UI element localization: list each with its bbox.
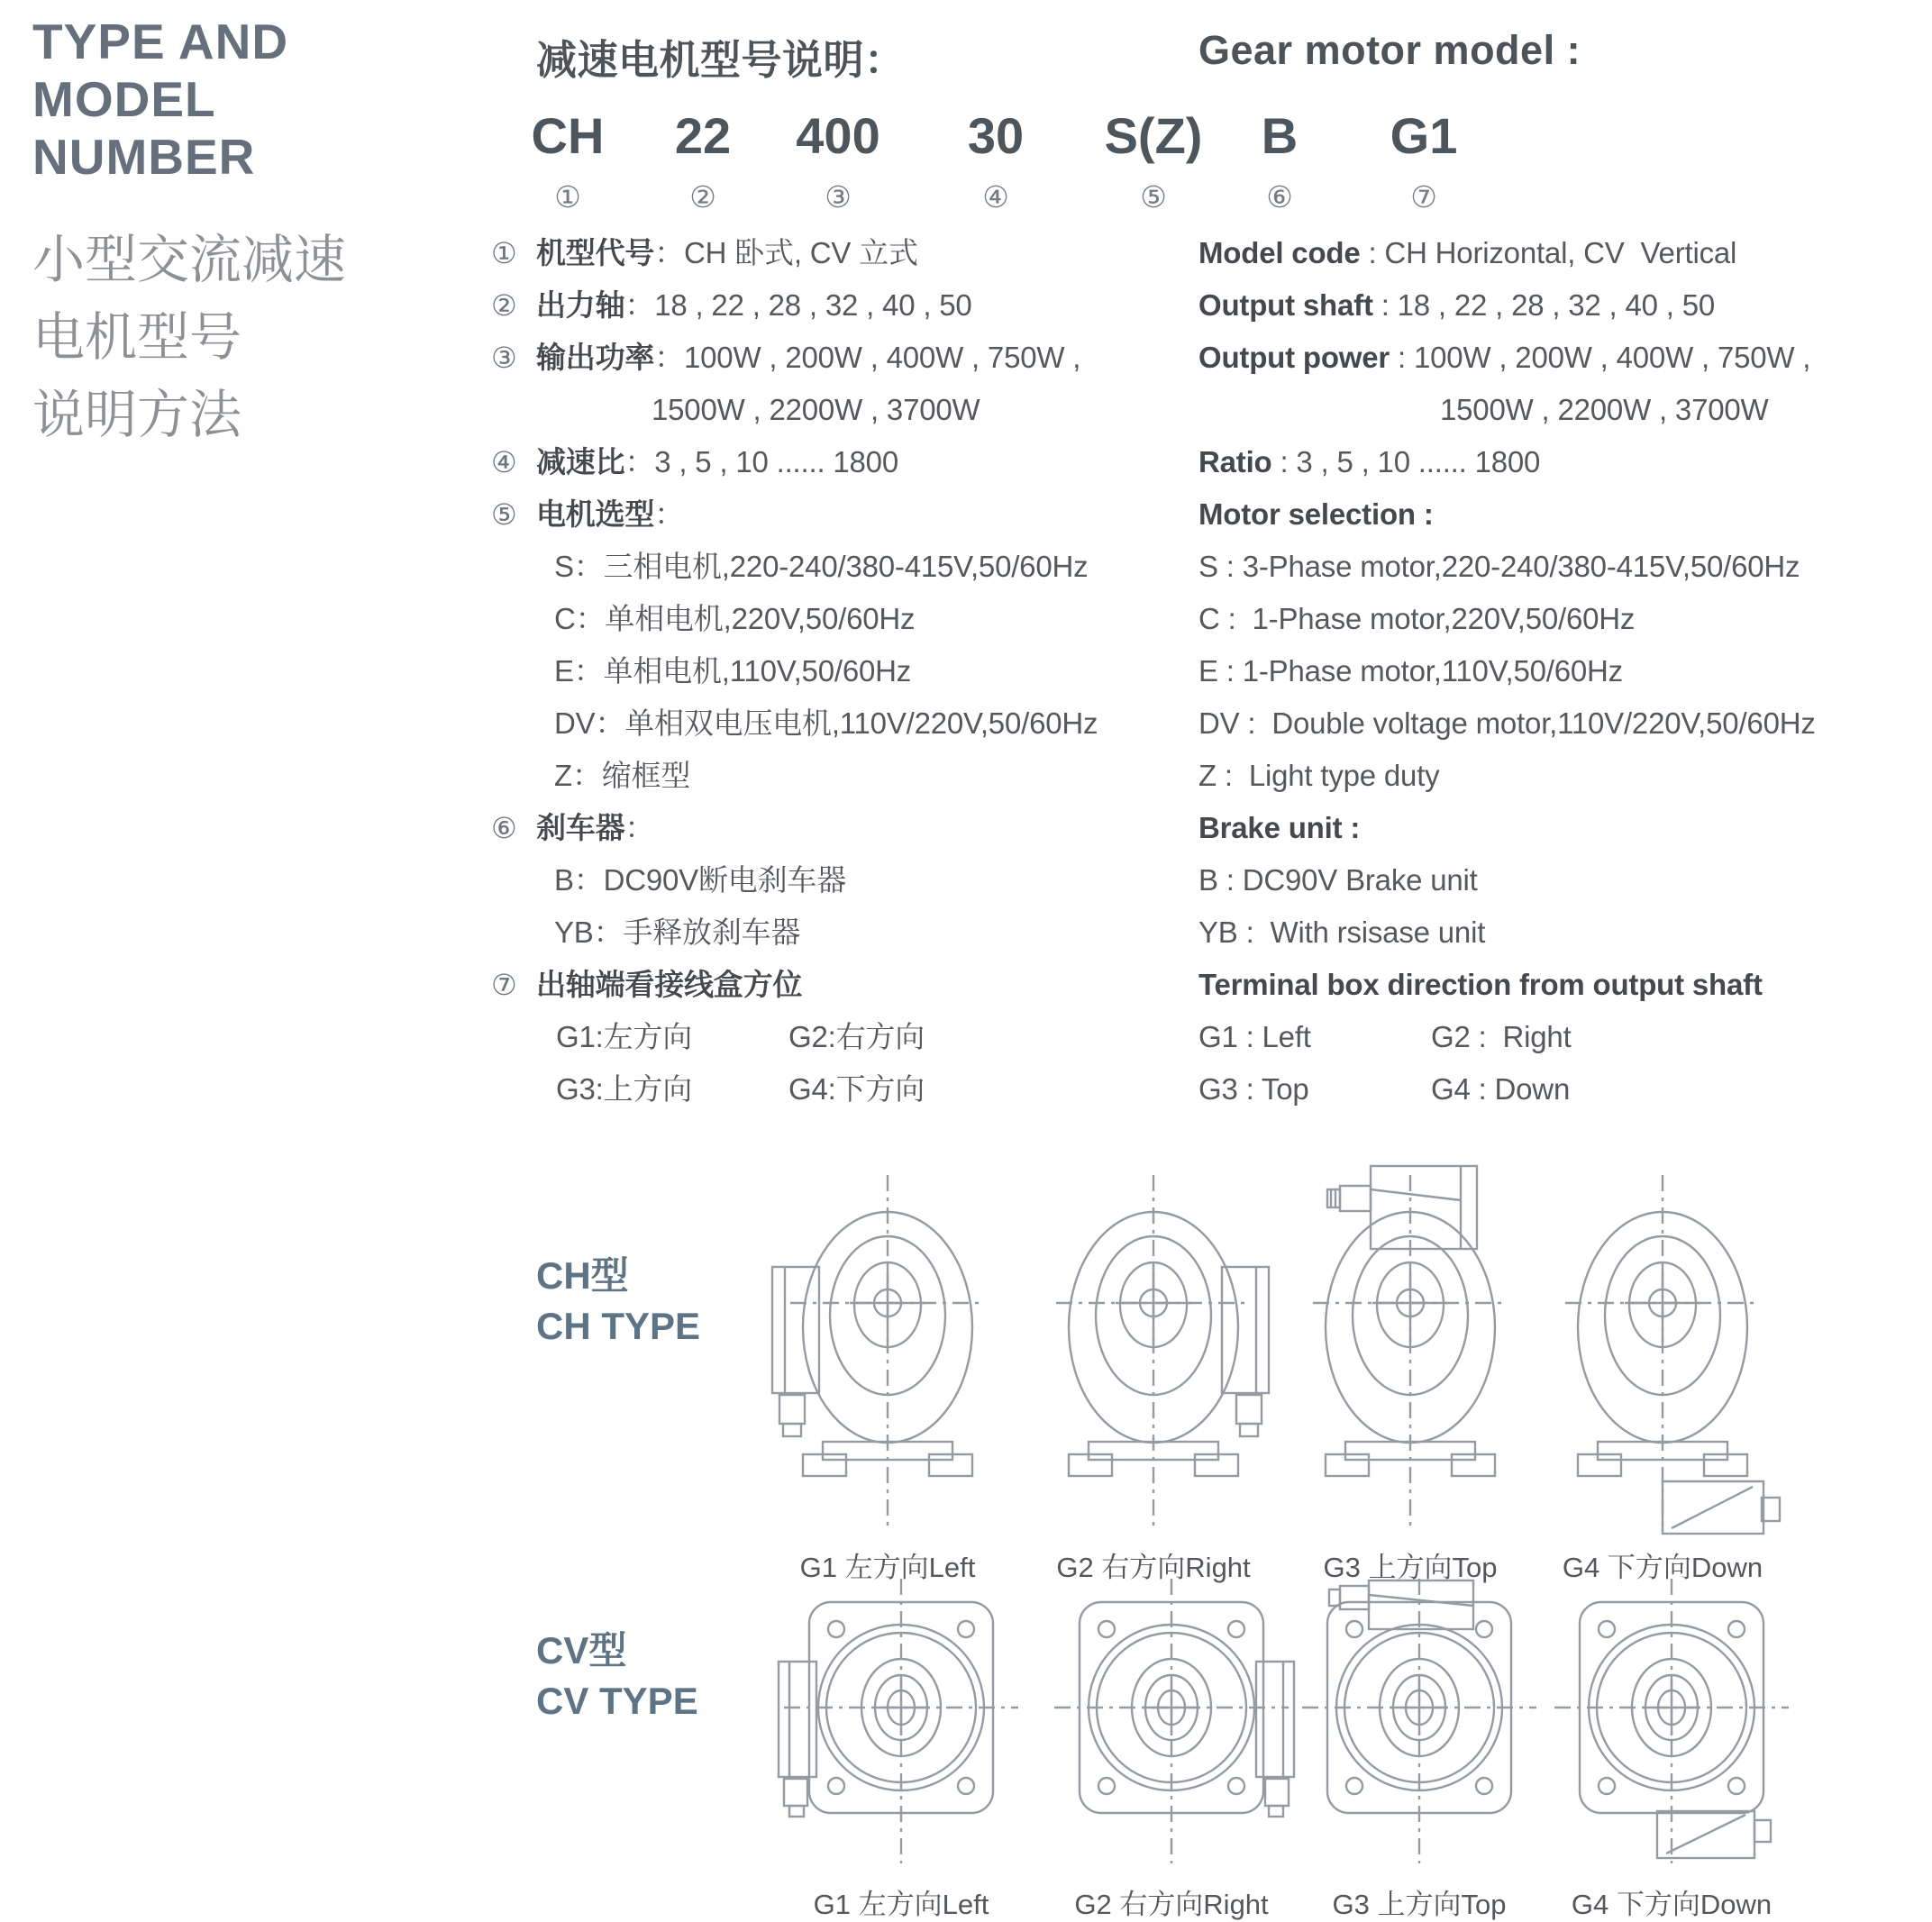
direction-value: G1:左方向 xyxy=(556,1020,692,1053)
list-line xyxy=(491,445,1176,479)
list-line xyxy=(1198,288,1919,323)
page-title-line: MODEL xyxy=(32,71,216,127)
item-value: ：3 , 5 , 10 ...... 1800 xyxy=(624,445,898,478)
item-label: 电机选型 xyxy=(536,497,655,531)
model-code-segment xyxy=(1086,106,1221,214)
circled-number-icon: ④ xyxy=(491,446,517,478)
circled-number-icon: ⑥ xyxy=(1266,180,1293,214)
left-panel xyxy=(32,13,501,454)
en-column xyxy=(1198,236,1919,1125)
item-value: E：单相电机,110V,50/60Hz xyxy=(554,654,912,688)
model-code-segment xyxy=(500,106,635,214)
item-value: DV：单相双电压电机,110V/220V,50/60Hz xyxy=(554,706,1098,740)
page-subtitle-line: 说明方法 xyxy=(32,386,242,444)
item-label: Output power xyxy=(1198,341,1390,374)
diagram-caption: G1 左方向Left xyxy=(813,1889,989,1920)
list-line xyxy=(1198,863,1919,897)
item-label: Output shaft xyxy=(1198,288,1373,322)
code-value: 22 xyxy=(674,107,732,164)
item-value: Z : Light type duty xyxy=(1198,759,1440,792)
item-value: C : 1-Phase motor,220V,50/60Hz xyxy=(1198,602,1636,635)
ch-diagram-g4 xyxy=(1536,1152,1789,1585)
page-subtitle xyxy=(32,222,501,454)
list-line xyxy=(491,236,1176,270)
item-value: ： xyxy=(654,497,685,531)
direction-line xyxy=(1198,1020,1919,1054)
en-section-heading: Gear motor model : xyxy=(1198,27,1581,73)
item-label: Motor selection : xyxy=(1198,497,1434,531)
circled-number-icon: ⑦ xyxy=(1410,180,1437,214)
diagram-caption: G3 上方向Top xyxy=(1332,1889,1507,1920)
model-code-row xyxy=(491,106,1554,232)
direction-value: G3:上方向 xyxy=(556,1072,692,1106)
item-label: 出力轴 xyxy=(536,288,625,322)
list-line xyxy=(491,706,1176,741)
ch-motor-right-box-drawing xyxy=(1027,1152,1280,1539)
cv-motor-right-box-drawing xyxy=(1045,1579,1298,1876)
list-line xyxy=(1198,759,1919,793)
list-line xyxy=(491,968,1176,1002)
diagram-caption: G4 下方向Down xyxy=(1562,1552,1763,1583)
model-code-segment xyxy=(1356,106,1491,214)
item-value: ：CH 卧式, CV 立式 xyxy=(654,236,918,269)
item-value: : CH Horizontal, CV Vertical xyxy=(1360,236,1737,269)
item-value: 1500W , 2200W , 3700W xyxy=(1440,393,1769,426)
circled-number-icon: ③ xyxy=(491,342,517,374)
item-value: YB : With rsisase unit xyxy=(1198,915,1486,949)
direction-line xyxy=(491,1020,1176,1054)
code-value: S(Z) xyxy=(1104,107,1203,164)
model-code-segment xyxy=(635,106,770,214)
circled-number-icon: ⑤ xyxy=(491,498,517,531)
page-subtitle-line: 小型交流减速 xyxy=(32,231,347,289)
item-value: : 100W , 200W , 400W , 750W , xyxy=(1390,341,1811,374)
item-value: ：18 , 22 , 28 , 32 , 40 , 50 xyxy=(624,288,972,322)
ch-type-row xyxy=(0,1152,1932,1583)
cn-section-heading: 减速电机型号说明： xyxy=(536,37,906,83)
page-title xyxy=(32,13,501,186)
ch-type-label-en: CH TYPE xyxy=(536,1305,701,1347)
item-value: Z：缩框型 xyxy=(554,759,691,792)
cv-diagram-g1 xyxy=(775,1579,1027,1922)
list-line xyxy=(491,550,1176,584)
list-line xyxy=(491,863,1176,897)
cv-diagram-g2 xyxy=(1045,1579,1298,1922)
list-line xyxy=(1198,341,1919,375)
code-value: CH xyxy=(531,107,605,164)
circled-number-icon: ② xyxy=(689,180,716,214)
code-value: G1 xyxy=(1390,107,1458,164)
page-title-line: TYPE AND xyxy=(32,14,289,69)
diagram-caption: G2 右方向Right xyxy=(1056,1552,1251,1583)
cv-type-label-en: CV TYPE xyxy=(536,1680,698,1722)
item-value: E : 1-Phase motor,110V,50/60Hz xyxy=(1198,654,1623,688)
page-subtitle-line: 电机型号 xyxy=(32,308,242,367)
cv-diagram-g3 xyxy=(1293,1579,1545,1922)
cv-type-row xyxy=(0,1579,1932,1920)
item-value: ： xyxy=(624,811,655,844)
item-value: S：三相电机,220-240/380-415V,50/60Hz xyxy=(554,550,1089,583)
cv-type-label-cn: CV型 xyxy=(536,1629,627,1672)
circled-number-icon: ⑤ xyxy=(1140,180,1167,214)
list-line xyxy=(491,497,1176,532)
list-line xyxy=(491,759,1176,793)
page-title-line: NUMBER xyxy=(32,129,256,185)
direction-value: G4:下方向 xyxy=(788,1072,925,1106)
list-line xyxy=(1198,236,1919,270)
list-line xyxy=(491,288,1176,323)
direction-value: G2:右方向 xyxy=(788,1020,925,1053)
list-line xyxy=(1198,654,1919,688)
item-label: Brake unit : xyxy=(1198,811,1361,844)
item-label: 输出功率 xyxy=(536,341,655,374)
item-value: ：100W , 200W , 400W , 750W , xyxy=(654,341,1081,374)
ch-motor-bottom-box-drawing xyxy=(1536,1152,1789,1539)
ch-type-label xyxy=(536,1251,700,1352)
item-value: : 18 , 22 , 28 , 32 , 40 , 50 xyxy=(1372,288,1716,322)
cv-motor-top-box-drawing xyxy=(1293,1579,1545,1876)
direction-value: G2 : Right xyxy=(1431,1020,1572,1053)
cv-motor-bottom-box-drawing xyxy=(1545,1579,1798,1876)
list-line xyxy=(1198,811,1919,845)
ch-diagram-g3 xyxy=(1284,1152,1536,1585)
item-label: Ratio xyxy=(1198,445,1272,478)
ch-diagram-g1 xyxy=(761,1152,1014,1585)
direction-line xyxy=(491,1072,1176,1107)
list-line xyxy=(491,915,1176,950)
diagram-caption: G4 下方向Down xyxy=(1571,1889,1773,1920)
model-code-segment xyxy=(770,106,906,214)
list-line xyxy=(491,393,1176,427)
item-label: 机型代号 xyxy=(536,236,655,269)
item-value: B : DC90V Brake unit xyxy=(1198,863,1478,897)
direction-line xyxy=(1198,1072,1919,1107)
diagram-caption: G3 上方向Top xyxy=(1323,1552,1498,1583)
item-value: DV : Double voltage motor,110V/220V,50/60Hz xyxy=(1198,706,1816,740)
circled-number-icon: ⑦ xyxy=(491,969,517,1001)
code-value: B xyxy=(1261,107,1299,164)
diagram-caption: G2 右方向Right xyxy=(1074,1889,1269,1920)
list-line xyxy=(491,811,1176,845)
ch-type-label-cn: CH型 xyxy=(536,1254,629,1297)
model-code-segment xyxy=(1212,106,1347,214)
list-line xyxy=(1198,915,1919,950)
item-label: 刹车器 xyxy=(536,811,625,844)
cn-column xyxy=(491,236,1176,1125)
item-value: : 3 , 5 , 10 ...... 1800 xyxy=(1271,445,1541,478)
cv-motor-left-box-drawing xyxy=(775,1579,1027,1876)
circled-number-icon: ① xyxy=(554,180,581,214)
ch-diagram-g2 xyxy=(1027,1152,1280,1585)
item-value: C：单相电机,220V,50/60Hz xyxy=(554,602,916,635)
item-value: S : 3-Phase motor,220-240/380-415V,50/60Hz xyxy=(1198,550,1800,583)
list-line xyxy=(1198,497,1919,532)
item-label: Terminal box direction from output shaft xyxy=(1198,968,1763,1001)
circled-number-icon: ② xyxy=(491,289,517,322)
ch-motor-top-box-drawing xyxy=(1284,1152,1536,1539)
model-code-segment xyxy=(928,106,1063,214)
cv-diagram-g4 xyxy=(1545,1579,1798,1922)
circled-number-icon: ⑥ xyxy=(491,812,517,844)
list-line xyxy=(491,654,1176,688)
item-label: Model code xyxy=(1198,236,1361,269)
list-line xyxy=(491,602,1176,636)
cv-type-label xyxy=(536,1626,698,1726)
code-value: 30 xyxy=(967,107,1025,164)
circled-number-icon: ① xyxy=(491,237,517,269)
item-value: YB：手释放刹车器 xyxy=(554,915,801,949)
item-label: 出轴端看接线盒方位 xyxy=(536,968,803,1001)
list-line xyxy=(1198,445,1919,479)
direction-value: G4 : Down xyxy=(1431,1072,1571,1106)
list-line xyxy=(1198,968,1919,1002)
direction-value: G3 : Top xyxy=(1198,1072,1309,1106)
list-line xyxy=(1198,706,1919,741)
direction-value: G1 : Left xyxy=(1198,1020,1311,1053)
code-value: 400 xyxy=(796,107,880,164)
circled-number-icon: ③ xyxy=(825,180,852,214)
item-value: 1500W , 2200W , 3700W xyxy=(652,393,980,426)
circled-number-icon: ④ xyxy=(982,180,1009,214)
list-line xyxy=(1198,602,1919,636)
item-label: 减速比 xyxy=(536,445,625,478)
list-line xyxy=(491,341,1176,375)
ch-motor-left-box-drawing xyxy=(761,1152,1014,1539)
list-line xyxy=(1198,550,1919,584)
diagram-caption: G1 左方向Left xyxy=(799,1552,976,1583)
item-value: B：DC90V断电刹车器 xyxy=(554,863,846,897)
list-line xyxy=(1198,393,1919,427)
